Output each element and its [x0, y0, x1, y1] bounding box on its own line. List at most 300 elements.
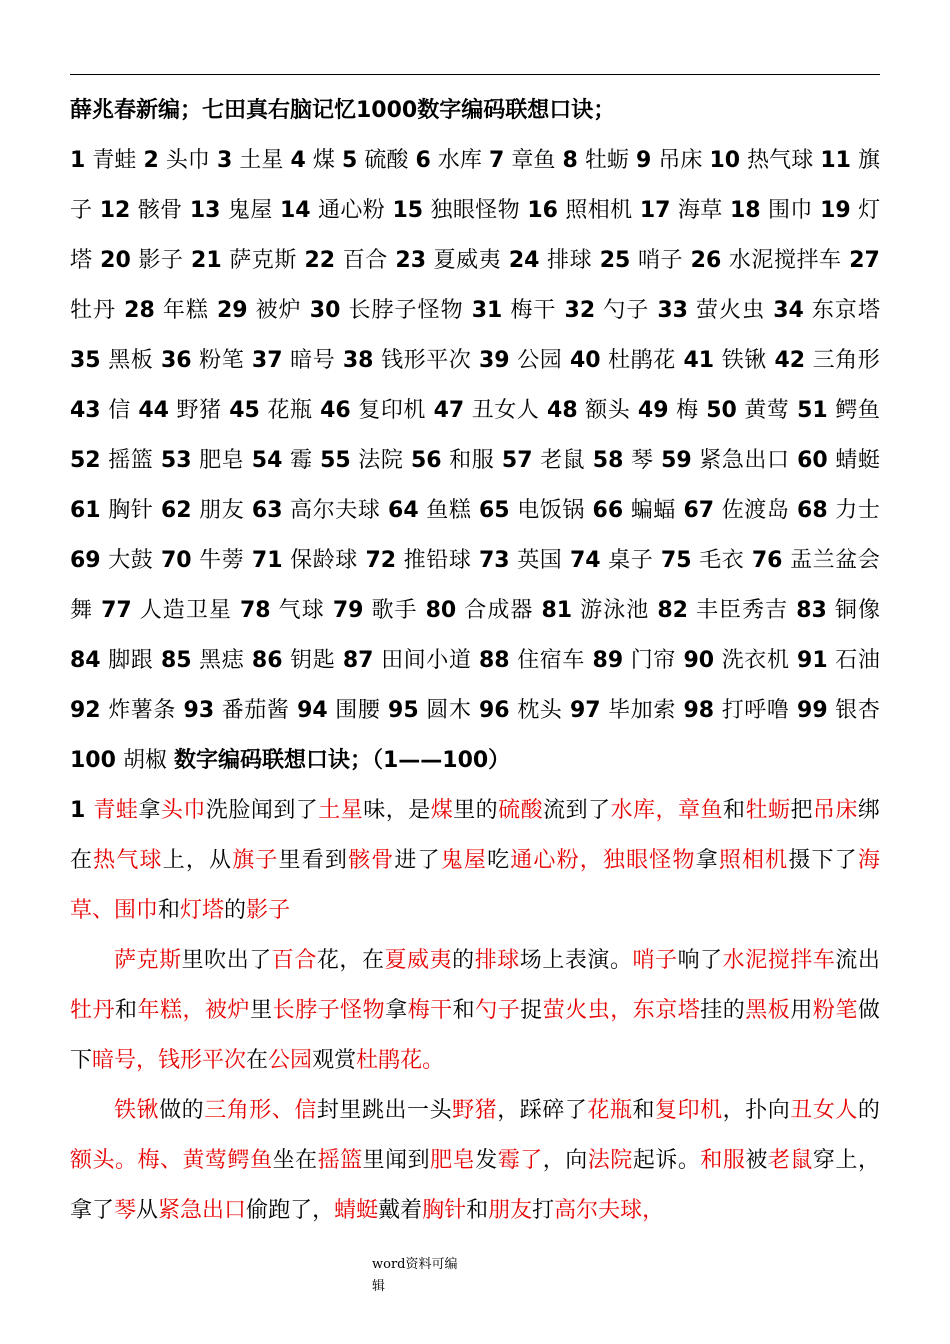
code-word: 枕头: [517, 698, 563, 723]
code-number: 52: [70, 448, 101, 473]
header-rule: [70, 74, 880, 75]
keyword-highlight: 老鼠: [767, 1148, 813, 1173]
story-text: 里的: [453, 798, 499, 823]
code-word: 牛蒡: [199, 548, 245, 573]
story-text: 穿上，拿了: [70, 1148, 880, 1223]
code-word: 梅干: [510, 298, 557, 323]
story-text: 起诉。: [632, 1148, 701, 1173]
code-number: 91: [797, 648, 828, 673]
code-number: 95: [388, 698, 419, 723]
keyword-highlight: 水库，章鱼: [610, 798, 723, 823]
code-number: 98: [683, 698, 715, 723]
story-text: 花，在: [316, 948, 385, 973]
code-word: 炸薯条: [108, 698, 176, 723]
story-text: 打: [532, 1198, 555, 1223]
story-text: 做的: [159, 1098, 205, 1123]
story-text: 和: [452, 998, 476, 1023]
code-word: 钱形平次: [381, 348, 472, 373]
story-text: 和: [722, 798, 746, 823]
code-word: 法院: [358, 448, 404, 473]
code-word: 热气球: [747, 148, 814, 173]
code-word: 水泥搅拌车: [728, 248, 842, 273]
code-number: 27: [849, 248, 880, 273]
code-number: 2: [143, 148, 159, 173]
code-number: 73: [479, 548, 510, 573]
code-number: 44: [138, 398, 169, 423]
code-word: 照相机: [565, 198, 633, 223]
code-number: 19: [820, 198, 851, 223]
code-word: 蝙蝠: [630, 498, 676, 523]
code-number: 24: [508, 248, 540, 273]
story-text: 里吹出了: [181, 948, 272, 973]
code-word: 胡椒: [122, 748, 167, 773]
story-text: 吃: [487, 848, 511, 873]
keyword-highlight: 丑女人: [790, 1098, 858, 1123]
code-word: 老鼠: [540, 448, 586, 473]
code-number: 86: [251, 648, 283, 673]
code-word: 暗号: [290, 348, 336, 373]
code-number: 16: [527, 198, 558, 223]
keyword-highlight: 土星: [318, 798, 364, 823]
story-text: 上，从: [162, 848, 233, 873]
keyword-highlight: 铁锹: [114, 1098, 160, 1123]
code-word: 百合: [342, 248, 388, 273]
keyword-highlight: 水泥搅拌车: [722, 948, 836, 973]
story-text: 和: [158, 898, 181, 923]
story-text: 拿: [138, 798, 161, 823]
code-word: 摇篮: [108, 448, 154, 473]
code-word: 鬼屋: [227, 198, 273, 223]
keyword-highlight: 紧急出口: [158, 1198, 247, 1223]
story-text: 坐在: [272, 1148, 318, 1173]
code-number: 50: [706, 398, 737, 423]
keyword-highlight: 热气球: [93, 848, 163, 873]
keyword-highlight: 萨克斯: [114, 948, 182, 973]
code-word: 打呼噜: [721, 698, 790, 723]
code-word: 钥匙: [290, 648, 336, 673]
code-number: 49: [637, 398, 669, 423]
code-word: 围巾: [767, 198, 813, 223]
code-number: 89: [592, 648, 624, 673]
code-number: 14: [280, 198, 311, 223]
code-word: 鳄鱼: [835, 398, 880, 423]
story-text: 的: [224, 898, 247, 923]
keyword-highlight: 摇篮: [317, 1148, 363, 1173]
code-word: 吊床: [658, 148, 703, 173]
code-number: 30: [309, 298, 341, 323]
keyword-highlight: 花瓶: [587, 1098, 633, 1123]
code-number: 57: [501, 448, 533, 473]
story-text: 场上表演。: [519, 948, 633, 973]
code-number: 77: [101, 598, 132, 623]
code-word: 黑板: [108, 348, 154, 373]
code-word: 哨子: [637, 248, 684, 273]
story-text: 里看到: [278, 848, 349, 873]
story-text: 响了: [677, 948, 723, 973]
story-text: 做下: [70, 998, 880, 1073]
story-text: 用: [790, 998, 813, 1023]
code-number: 45: [229, 398, 260, 423]
story-text: 的: [857, 1098, 880, 1123]
code-word: 牡丹: [70, 298, 117, 323]
code-number: 90: [683, 648, 715, 673]
keyword-highlight: 海草、围巾: [70, 848, 880, 923]
code-word: 力士: [835, 498, 880, 523]
code-number: 83: [796, 598, 827, 623]
keyword-highlight: 夏威夷: [384, 948, 453, 973]
code-word: 霉: [289, 448, 313, 473]
keyword-highlight: 硫酸: [498, 798, 544, 823]
keyword-highlight: 复印机: [655, 1098, 723, 1123]
code-word: 英国: [517, 548, 563, 573]
keyword-highlight: 霉了: [497, 1148, 543, 1173]
code-word: 勺子: [603, 298, 650, 323]
code-word: 石油: [835, 648, 880, 673]
keyword-highlight: 高尔夫球，: [554, 1198, 665, 1223]
story-text: 被: [745, 1148, 768, 1173]
code-number: 47: [433, 398, 465, 423]
code-word: 长脖子怪物: [348, 298, 464, 323]
code-word: 铁锹: [721, 348, 767, 373]
story-text: 戴着: [378, 1198, 423, 1223]
code-number: 85: [160, 648, 192, 673]
keyword-highlight: 长脖子怪物: [272, 998, 386, 1023]
story-text: 发: [475, 1148, 498, 1173]
story-text: 洗脸闻到了: [205, 798, 319, 823]
code-number: 43: [70, 398, 101, 423]
code-number: 78: [240, 598, 271, 623]
code-number: 81: [541, 598, 573, 623]
code-number: 65: [478, 498, 510, 523]
code-word: 野猪: [176, 398, 222, 423]
code-number: 70: [160, 548, 192, 573]
code-word: 和服: [449, 448, 495, 473]
code-word: 鱼糕: [426, 498, 472, 523]
code-word: 肥皂: [199, 448, 245, 473]
code-number: 97: [569, 698, 601, 723]
code-word: 合成器: [464, 598, 534, 623]
code-number: 13: [189, 198, 221, 223]
document-heading: 薛兆春新编；七田真右脑记忆1000数字编码联想口诀；: [70, 98, 616, 123]
code-number: 11: [820, 148, 851, 173]
code-number: 7: [488, 148, 505, 173]
code-number: 66: [592, 498, 624, 523]
code-word: 紧急出口: [699, 448, 790, 473]
keyword-highlight: 粉笔: [812, 998, 858, 1023]
story-text: ，向: [542, 1148, 588, 1173]
code-number: 37: [251, 348, 283, 373]
code-word: 水库: [437, 148, 482, 173]
story-text: 观赏: [312, 1048, 357, 1073]
code-number: 71: [251, 548, 283, 573]
code-number: 3: [217, 148, 233, 173]
story-paragraph: [70, 786, 880, 936]
code-number: 94: [297, 698, 328, 723]
code-number: 75: [660, 548, 692, 573]
code-word: 黄莺: [744, 398, 790, 423]
keyword-highlight: 牡丹: [70, 998, 116, 1023]
code-number: 69: [70, 548, 101, 573]
code-word: 丰臣秀吉: [696, 598, 789, 623]
keyword-highlight: 百合: [271, 948, 317, 973]
keyword-highlight: 青蛙: [93, 798, 139, 823]
code-number: 54: [251, 448, 283, 473]
code-word: 灯塔: [70, 198, 881, 273]
code-number: 4: [290, 148, 306, 173]
code-number: 92: [70, 698, 101, 723]
story-text: 里闻到: [362, 1148, 431, 1173]
document-body: [70, 86, 880, 1236]
code-word: 头巾: [165, 148, 210, 173]
code-number: 100: [70, 748, 116, 773]
keyword-highlight: 梅干: [407, 998, 453, 1023]
keyword-highlight: 法院: [587, 1148, 633, 1173]
code-number: 67: [683, 498, 715, 523]
keyword-highlight: 三角形、信: [204, 1098, 317, 1123]
keyword-highlight: 哨子: [632, 948, 678, 973]
keyword-highlight: 肥皂: [430, 1148, 476, 1173]
story-text: 拿: [385, 998, 408, 1023]
code-word: 青蛙: [92, 148, 137, 173]
code-word: 章鱼: [511, 148, 556, 173]
code-word: 土星: [239, 148, 284, 173]
code-word: 夏威夷: [433, 248, 502, 273]
story-text: 在: [246, 1048, 269, 1073]
code-word: 盂兰盆会舞: [70, 548, 880, 623]
story-text: 拿: [695, 848, 719, 873]
code-number: 9: [635, 148, 652, 173]
code-number: 51: [797, 398, 828, 423]
keyword-highlight: 照相机: [718, 848, 789, 873]
code-number: 61: [70, 498, 101, 523]
code-word: 门帘: [630, 648, 676, 673]
keyword-highlight: 杜鹃花。: [356, 1048, 445, 1073]
code-number: 28: [124, 298, 155, 323]
code-word: 洗衣机: [721, 648, 790, 673]
story-text: 封里跳出一头: [316, 1098, 453, 1123]
code-word: 大鼓: [108, 548, 154, 573]
code-word: 推铅球: [403, 548, 472, 573]
mnemonic-story: [70, 786, 880, 1236]
code-word: 硫酸: [364, 148, 409, 173]
code-word: 粉笔: [199, 348, 245, 373]
code-number: 18: [729, 198, 761, 223]
keyword-highlight: 萤火虫，东京塔: [542, 998, 701, 1023]
code-word: 骸骨: [137, 198, 183, 223]
story-text: 把: [790, 798, 813, 823]
keyword-highlight: 骸骨: [348, 848, 395, 873]
code-word: 田间小道: [381, 648, 472, 673]
code-word: 圆木: [426, 698, 472, 723]
code-number: 21: [191, 248, 222, 273]
code-word: 梅: [676, 398, 699, 423]
code-word: 毛衣: [699, 548, 745, 573]
code-word: 高尔夫球: [290, 498, 381, 523]
story-paragraph: [70, 1086, 880, 1236]
code-number: 25: [599, 248, 631, 273]
code-number: 8: [562, 148, 578, 173]
keyword-highlight: 旗子: [232, 848, 279, 873]
keyword-highlight: 黑板: [745, 998, 791, 1023]
code-number: 10: [709, 148, 741, 173]
code-word: 通心粉: [318, 198, 386, 223]
code-word: 萤火虫: [696, 298, 766, 323]
code-word: 人造卫星: [139, 598, 232, 623]
code-number: 40: [569, 348, 601, 373]
code-number: 41: [683, 348, 715, 373]
code-number: 93: [183, 698, 215, 723]
keyword-highlight: 灯塔: [180, 898, 225, 923]
code-number: 62: [160, 498, 192, 523]
story-text: 偷跑了，: [246, 1198, 335, 1223]
keyword-highlight: 煤: [430, 798, 454, 823]
code-number: 29: [216, 298, 248, 323]
code-number: 33: [657, 298, 688, 323]
story-text: 流出: [835, 948, 880, 973]
code-number: 58: [592, 448, 624, 473]
code-word: 佐渡岛: [721, 498, 790, 523]
code-word: 年糕: [162, 298, 209, 323]
code-word: 煤: [312, 148, 335, 173]
code-number: 17: [639, 198, 671, 223]
code-word: 花瓶: [267, 398, 313, 423]
keyword-highlight: 牡蛎: [745, 798, 791, 823]
code-number: 56: [411, 448, 442, 473]
code-number: 34: [773, 298, 804, 323]
code-word: 银杏: [835, 698, 880, 723]
code-word: 独眼怪物: [430, 198, 520, 223]
code-number: 15: [392, 198, 424, 223]
code-number: 64: [388, 498, 419, 523]
code-word: 旗子: [70, 148, 880, 223]
code-word: 游泳池: [580, 598, 650, 623]
keyword-highlight: 影子: [246, 898, 291, 923]
code-number: 76: [751, 548, 783, 573]
code-number: 38: [342, 348, 374, 373]
code-number: 22: [304, 248, 336, 273]
code-number: 99: [797, 698, 828, 723]
story-text: 里: [250, 998, 273, 1023]
code-word: 萨克斯: [229, 248, 297, 273]
code-number: 48: [547, 398, 578, 423]
code-word: 排球: [547, 248, 593, 273]
code-word: 被炉: [255, 298, 302, 323]
keyword-highlight: 公园: [268, 1048, 313, 1073]
story-text: ，踩碎了: [497, 1098, 588, 1123]
code-word: 影子: [138, 248, 184, 273]
code-number: 1: [70, 148, 86, 173]
keyword-highlight: 鬼屋: [440, 848, 488, 873]
code-number: 68: [797, 498, 828, 523]
story-text: 和: [466, 1198, 489, 1223]
code-word: 杜鹃花: [608, 348, 676, 373]
story-text: 和: [115, 998, 138, 1023]
code-number: 42: [774, 348, 806, 373]
code-word: 黑痣: [199, 648, 245, 673]
code-number: 46: [320, 398, 351, 423]
keyword-highlight: 野猪: [452, 1098, 498, 1123]
code-word: 保龄球: [290, 548, 358, 573]
story-text: 捉: [520, 998, 543, 1023]
story-text: 流到了: [543, 798, 611, 823]
keyword-highlight: 通心粉，独眼怪物: [510, 848, 696, 873]
keyword-highlight: 蜻蜓: [334, 1198, 379, 1223]
code-word: 毕加索: [608, 698, 676, 723]
code-word: 气球: [278, 598, 325, 623]
code-number: 35: [70, 348, 101, 373]
code-number: 31: [471, 298, 503, 323]
code-word: 胸针: [108, 498, 154, 523]
code-word: 番茄酱: [221, 698, 290, 723]
keyword-highlight: 额头。梅、黄莺鳄鱼: [70, 1148, 273, 1173]
code-word: 复印机: [358, 398, 426, 423]
code-number: 59: [661, 448, 692, 473]
story-text: 味，是: [363, 798, 431, 823]
keyword-highlight: 朋友: [488, 1198, 533, 1223]
code-number: 39: [478, 348, 510, 373]
code-word: 桌子: [608, 548, 654, 573]
keyword-highlight: 排球: [474, 948, 520, 973]
story-text: 进了: [394, 848, 441, 873]
keyword-highlight: 暗号，钱形平次: [92, 1048, 247, 1073]
code-word: 电饭锅: [517, 498, 585, 523]
keyword-highlight: 胸针: [422, 1198, 467, 1223]
code-number: 88: [478, 648, 510, 673]
code-word: 住宿车: [517, 648, 585, 673]
keyword-highlight: 头巾: [160, 798, 206, 823]
story-text: 绑在: [70, 798, 880, 873]
mnemonic-title: 数字编码联想口诀；（1——100）: [173, 748, 511, 773]
code-word: 额头: [585, 398, 631, 423]
code-word: 蜻蜓: [835, 448, 880, 473]
keyword-highlight: 勺子: [475, 998, 521, 1023]
code-word: 东京塔: [811, 298, 880, 323]
code-word: 公园: [517, 348, 563, 373]
code-word: 围腰: [335, 698, 381, 723]
story-text: 1: [70, 798, 94, 823]
code-number: 32: [564, 298, 596, 323]
code-number: 74: [569, 548, 601, 573]
keyword-highlight: 和服: [700, 1148, 746, 1173]
code-word: 信: [108, 398, 131, 423]
code-number: 12: [99, 198, 131, 223]
code-word: 歌手: [371, 598, 418, 623]
code-number: 87: [342, 648, 374, 673]
code-number: 20: [100, 248, 131, 273]
code-word: 丑女人: [471, 398, 540, 423]
code-number: 6: [415, 148, 431, 173]
story-text: 挂的: [700, 998, 746, 1023]
code-number: 55: [320, 448, 351, 473]
code-number: 96: [479, 698, 510, 723]
code-word: 牡蛎: [584, 148, 629, 173]
code-number: 53: [160, 448, 192, 473]
story-text: 和: [632, 1098, 656, 1123]
keyword-highlight: 年糕，被炉: [137, 998, 251, 1023]
code-number: 72: [365, 548, 397, 573]
code-number: 5: [341, 148, 358, 173]
code-number: 26: [690, 248, 722, 273]
story-text: 摄下了: [788, 848, 858, 873]
keyword-highlight: 琴: [114, 1198, 137, 1223]
code-number: 84: [70, 648, 101, 673]
code-number: 36: [160, 348, 192, 373]
code-word: 朋友: [199, 498, 245, 523]
story-text: 的: [452, 948, 475, 973]
code-number: 82: [657, 598, 688, 623]
code-word: 海草: [677, 198, 723, 223]
story-paragraph: [70, 936, 880, 1086]
